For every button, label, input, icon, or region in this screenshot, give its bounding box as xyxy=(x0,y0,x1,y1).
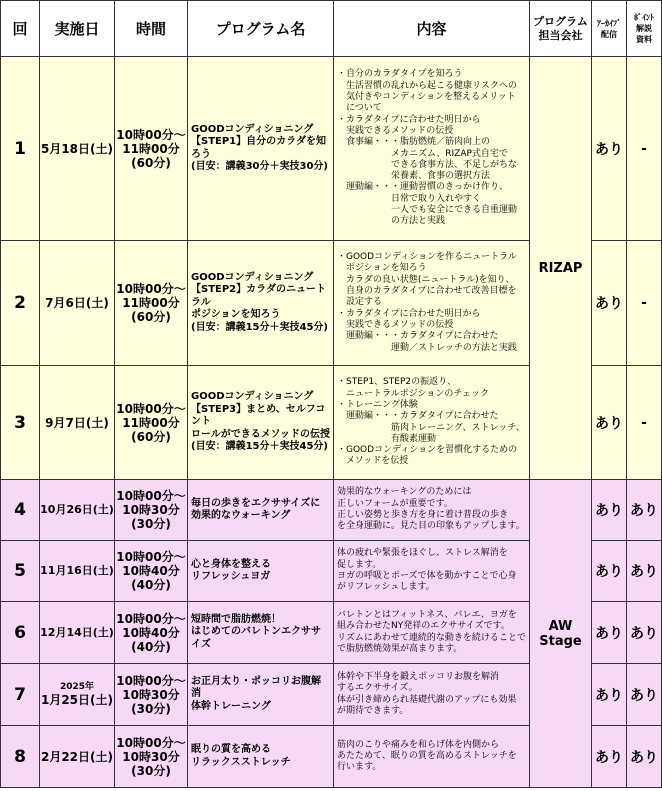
program-content: 体幹や下半身を鍛えポッコリお腹を解消 するエクササイズ。 体が引き締められ基礎代謝のアップにも効果 が期待できます。 xyxy=(334,664,530,726)
company-aw-stage: AW Stage xyxy=(530,480,592,788)
session-number: 1 xyxy=(1,57,40,241)
archive-status: あり xyxy=(592,480,627,541)
program-content: 体の疲れや緊張をほぐし、ストレス解消を 促します。 ヨガの呼吸とポーズで体を動かすことで心身 がリフレッシュします。 xyxy=(334,541,530,602)
session-number: 4 xyxy=(1,480,40,541)
session-number: 6 xyxy=(1,602,40,664)
header-content: 内容 xyxy=(334,1,530,57)
table-row xyxy=(1,57,662,241)
session-year: 2025年 xyxy=(59,682,95,692)
session-date-text: 1月25日(土) xyxy=(40,693,114,707)
archive-status: あり xyxy=(592,726,627,788)
session-date-text: 11月16日(土) xyxy=(40,564,114,577)
program-content: ・GOODコンディションを作るニュートラル ポジションを知ろう カラダの良い状態(ニュートラル)を知り、 自身のカラダタイプに合わせて改善目標を 設定する ・カラダタイプに合わせた明日から 実践できるメソッドの伝授 運動編・・・カラダタイプに合わせた 運動／ストレッチの方法と実践 xyxy=(334,241,530,366)
archive-status: あり xyxy=(592,541,627,602)
header-date: 実施日 xyxy=(40,1,115,57)
session-time: 10時00分～ 11時00分 (60分) xyxy=(115,241,188,366)
resources-status: あり xyxy=(627,480,662,541)
session-time: 10時00分～ 11時00分 (60分) xyxy=(115,57,188,241)
archive-status: あり xyxy=(592,57,627,241)
program-name: GOODコンディショニング 【STEP3】まとめ、セルフコント ロールができるメソッドの伝授 (目安：講義15分＋実技45分) xyxy=(188,366,334,480)
session-time: 10時00分～ 10時30分 (30分) xyxy=(115,726,188,788)
program-content: 筋肉のこりや痛みを和らげ体を内側から あたためて、眠りの質を高めるストレッチを 行います。 xyxy=(334,726,530,788)
session-date: 9月7日(土) xyxy=(40,366,115,480)
session-date-text: 2月22日(土) xyxy=(40,749,114,764)
session-date xyxy=(40,602,115,664)
resources-status: - xyxy=(627,366,662,480)
header-program: プログラム名 xyxy=(188,1,334,57)
session-date: 5月18日(土) xyxy=(40,57,115,241)
session-date xyxy=(40,664,115,726)
session-number: 5 xyxy=(1,541,40,602)
program-content: ・自分のカラダタイプを知ろう 生活習慣の乱れから起こる健康リスクへの 気付きやコンディションを整えるメリット について ・カラダタイプに合わせた明日から 実践できるメソッドの伝授 食事編・・・脂肪燃焼／筋肉向上の メカニズム、RIZAP式自宅で できる食事方法、不足しがちな 栄養素、食事の選択方法 運動編・・・運動習慣のきっかけ作り、 日常で取り入れやすく 一人でも安全にできる自重運動 の方法と実践 xyxy=(334,57,530,241)
session-date: 7月6日(土) xyxy=(40,241,115,366)
resources-status: あり xyxy=(627,602,662,664)
header-no: 回 xyxy=(1,1,40,57)
program-content: ・STEP1、STEP2の振返り、 ニュートラルポジションのチェック ・トレーニング体験 運動編・・・カラダタイプに合わせた 筋肉トレーニング、ストレッチ、 有酸素運動 ・GOODコンディションを習慣化するための メソッドを伝授 xyxy=(334,366,530,480)
resources-status: あり xyxy=(627,664,662,726)
header-company: プログラム 担当会社 xyxy=(530,1,592,57)
session-date-text: 10月26日(土) xyxy=(40,503,114,516)
session-time: 10時00分～ 10時30分 (30分) xyxy=(115,664,188,726)
program-name: GOODコンディショニング 【STEP2】カラダのニュートラル ポジションを知ろう (目安：講義15分＋実技45分) xyxy=(188,241,334,366)
session-date xyxy=(40,480,115,541)
program-name: 短時間で脂肪燃焼！ はじめてのバレトンエクササイズ xyxy=(188,602,334,664)
session-time: 10時00分～ 10時40分 (40分) xyxy=(115,602,188,664)
program-name: 毎日の歩きをエクササイズに 効果的なウォーキング xyxy=(188,480,334,541)
resources-status: あり xyxy=(627,541,662,602)
resources-status: あり xyxy=(627,726,662,788)
header-archive: ｱｰｶｲﾌﾞ 配信 xyxy=(592,1,627,57)
archive-status: あり xyxy=(592,602,627,664)
archive-status: あり xyxy=(592,366,627,480)
resources-status: - xyxy=(627,57,662,241)
program-name: 眠りの質を高める リラックスストレッチ xyxy=(188,726,334,788)
program-name: お正月太り・ポッコリお腹解消 体幹トレーニング xyxy=(188,664,334,726)
session-date xyxy=(40,541,115,602)
header-row xyxy=(1,1,662,57)
header-resources: ﾎﾟｲﾝﾄ 解説 資料 xyxy=(627,1,662,57)
session-time: 10時00分～ 10時40分 (40分) xyxy=(115,541,188,602)
table-row xyxy=(1,480,662,541)
program-name: GOODコンディショニング 【STEP1】自分のカラダを知ろう (目安：講義30分＋実技30分) xyxy=(188,57,334,241)
program-content: バレトンとはフィットネス、バレエ、ヨガを 組み合わせたNY発祥のエクササイズです。 リズムにあわせて連続的な動きを続けることで で脂肪燃焼効果が高まります。 xyxy=(334,602,530,664)
resources-status: - xyxy=(627,241,662,366)
company-rizap: RIZAP xyxy=(530,57,592,480)
session-number: 7 xyxy=(1,664,40,726)
header-time: 時間 xyxy=(115,1,188,57)
session-number: 3 xyxy=(1,366,40,480)
session-time: 10時00分～ 11時00分 (60分) xyxy=(115,366,188,480)
program-name: 心と身体を整える リフレッシュヨガ xyxy=(188,541,334,602)
session-number: 8 xyxy=(1,726,40,788)
archive-status: あり xyxy=(592,664,627,726)
session-date xyxy=(40,726,115,788)
session-date-text: 12月14日(土) xyxy=(40,625,114,639)
session-time: 10時00分～ 10時30分 (30分) xyxy=(115,480,188,541)
session-number: 2 xyxy=(1,241,40,366)
archive-status: あり xyxy=(592,241,627,366)
program-content: 効果的なウォーキングのためには 正しいフォームが重要です。 正しい姿勢と歩き方を身に着け普段の歩き を全身運動に。見た目の印象もアップします。 xyxy=(334,480,530,541)
